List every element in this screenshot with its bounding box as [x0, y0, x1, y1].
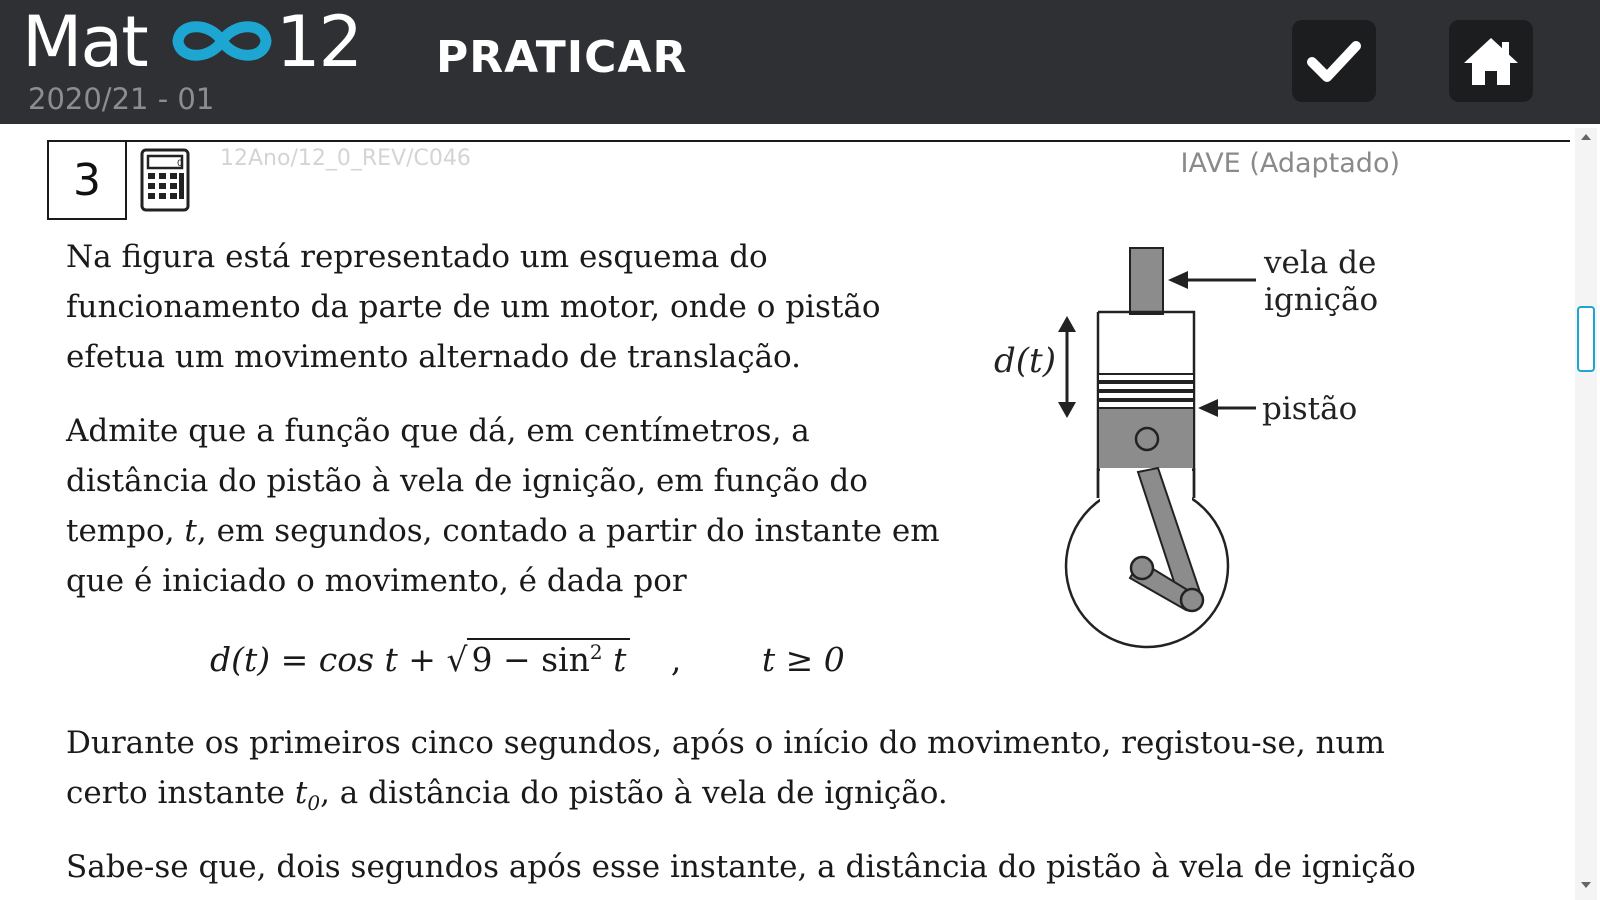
piston-label: pistão: [1262, 391, 1358, 427]
formula-separator: ,: [670, 640, 682, 679]
question-reference: 12Ano/12_0_REV/C046: [220, 146, 471, 171]
question-paragraph-2: [66, 406, 956, 606]
check-icon: [1304, 36, 1364, 86]
svg-text:0: 0: [177, 159, 183, 169]
math-variable-t0: [294, 775, 321, 816]
version-label: 2020/21 - 01: [28, 82, 215, 116]
formula-condition: t ≥ 0: [761, 640, 845, 679]
home-icon: [1461, 33, 1521, 89]
home-button[interactable]: [1449, 20, 1533, 102]
piston-diagram: [990, 236, 1410, 666]
page-title: PRATICAR: [436, 32, 688, 83]
paragraph-text: Durante os primeiros cinco segundos, após o início do movimento, registou-se, num certo instante: [66, 725, 1385, 811]
radicand-text: 9 − sin: [471, 640, 590, 679]
question-paragraph-4: Sabe-se que, dois segundos após esse instante, a distância do pistão à vela de ignição: [66, 849, 1416, 885]
paragraph-text: Admite que a função que dá, em centímetros, a distância do pistão à vela de ignição, em função do tempo,: [66, 413, 868, 549]
spark-plug: [1130, 248, 1163, 314]
vertical-scrollbar[interactable]: [1575, 128, 1597, 900]
formula-radicand: [467, 638, 630, 679]
question-paragraph-1: Na figura está representado um esquema do funcionamento da parte de um motor, onde o pistão efetua um movimento alternado de translação.: [66, 239, 881, 375]
question-source: IAVE (Adaptado): [1180, 148, 1400, 179]
spark-plug-label-2: ignição: [1264, 282, 1379, 318]
infinity-icon: [162, 16, 282, 66]
confirm-button[interactable]: [1292, 20, 1376, 102]
variable-subscript: 0: [307, 791, 321, 816]
math-variable-t: t: [184, 513, 197, 549]
radicand-exponent: 2: [589, 640, 603, 664]
question-paragraph-3: [66, 718, 1396, 828]
logo-text-right: 12: [276, 1, 362, 83]
calculator-icon[interactable]: [140, 148, 190, 212]
sqrt-symbol: √: [446, 640, 468, 679]
distance-label: d(t): [994, 341, 1056, 381]
paragraph-text: , em segundos, contado a partir do instante em que é iniciado o movimento, é dada por: [66, 513, 940, 599]
scroll-up-icon[interactable]: [1578, 130, 1594, 144]
function-formula: [210, 640, 845, 679]
variable-t: t: [294, 775, 308, 811]
radicand-variable: t: [602, 640, 627, 679]
question-number: 3: [47, 142, 127, 220]
formula-lhs: d(t) = cos t +: [210, 640, 447, 679]
logo-text-left: Mat: [22, 1, 147, 83]
app-header: [0, 0, 1600, 124]
paragraph-text: , a distância do pistão à vela de ignição.: [320, 775, 948, 811]
scrollbar-thumb[interactable]: [1577, 306, 1595, 372]
content-divider: [47, 140, 1570, 142]
spark-plug-label-1: vela de: [1264, 245, 1377, 281]
scroll-down-icon[interactable]: [1578, 878, 1594, 892]
